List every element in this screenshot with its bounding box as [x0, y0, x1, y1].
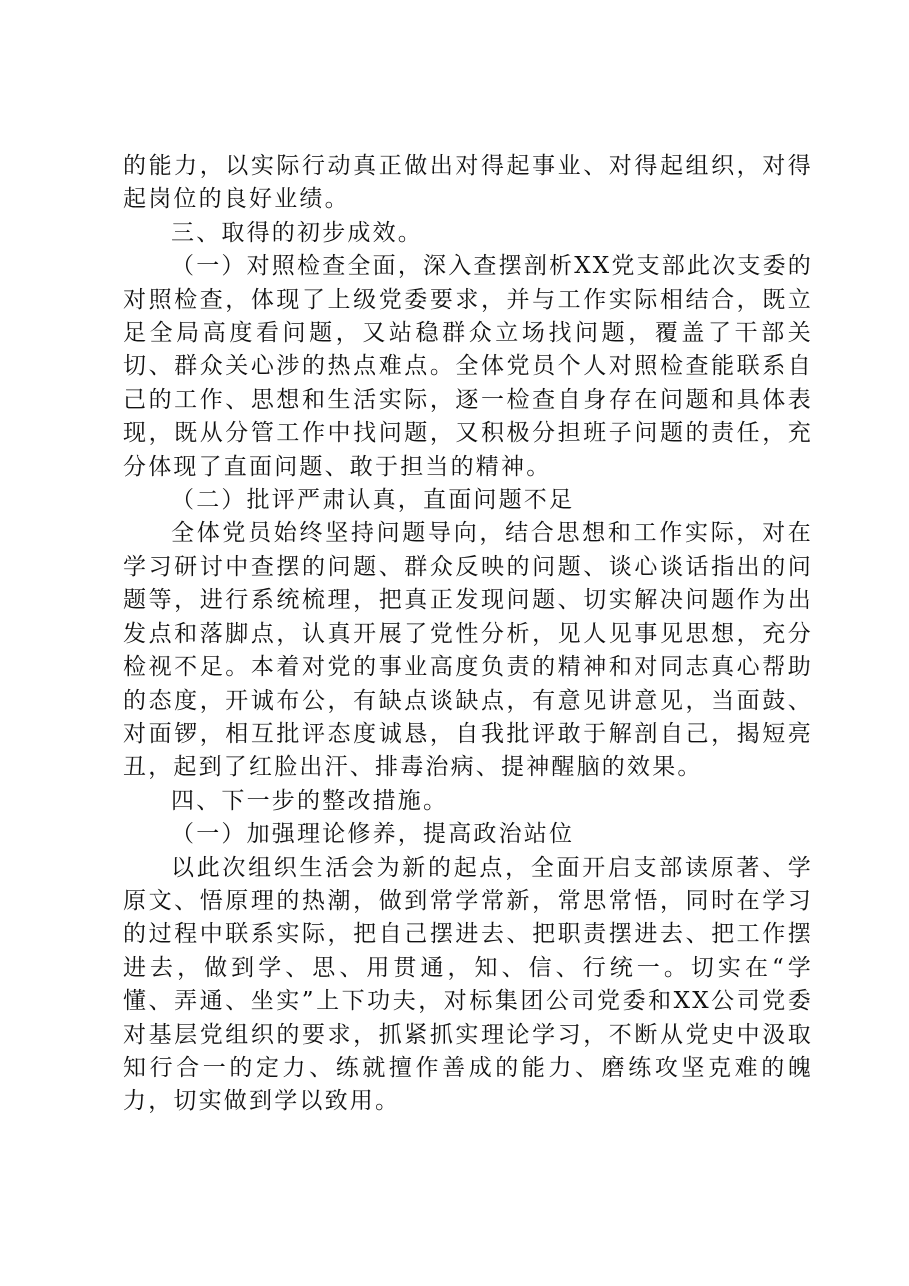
paragraph-continuation: 的能力，以实际行动真正做出对得起事业、对得起组织，对得起岗位的良好业绩。: [123, 153, 813, 213]
paragraph-measure-one-body: 以此次组织生活会为新的起点，全面开启支部读原著、学原文、悟原理的热潮，做到常学常新，常思常悟，同时在学习的过程中联系实际，把自己摆进去、把职责摆进去、把工作摆进去，做到学、思、用贯通，知、信、行统一。切实在“学懂、弄通、坐实”上下功夫，对标集团公司党委和XX公司党委对基层党组织的要求，抓紧抓实理论学习，不断从党史中汲取知行合一的定力、练就擅作善成的能力、磨练攻坚克难的魄力，切实做到学以致用。: [123, 854, 813, 1115]
section-heading-four: 四、下一步的整改措施。: [171, 787, 449, 814]
paragraph-item-one: （一）对照检查全面，深入查摆剖析XX党支部此次支委的对照检查，体现了上级党委要求，并与工作实际相结合，既立足全局高度看问题，又站稳群众立场找问题，覆盖了干部关切、群众关心涉的热点难点。全体党员个人对照检查能联系自己的工作、思想和生活实际，逐一检查自身存在问题和具体表现，既从分管工作中找问题，又积极分担班子问题的责任，充分体现了直面问题、敢于担当的精神。: [123, 253, 813, 480]
paragraph-item-two-body: 全体党员始终坚持问题导向，结合思想和工作实际，对在学习研讨中查摆的问题、群众反映的问题、谈心谈话指出的问题等，进行系统梳理，把真正发现问题、切实解决问题作为出发点和落脚点，认真开展了党性分析，见人见事见思想，充分检视不足。本着对党的事业高度负责的精神和对同志真心帮助的态度，开诚布公，有缺点谈缺点，有意见讲意见，当面鼓、对面锣，相互批评态度诚恳，自我批评敢于解剖自己，揭短亮丑，起到了红脸出汗、排毒治病、提神醒脑的效果。: [123, 520, 813, 781]
section-heading-three: 三、取得的初步成效。: [171, 219, 423, 246]
document-body: [123, 150, 813, 1119]
subheading-measure-one: （一）加强理论修养，提高政治站位: [171, 821, 575, 848]
subheading-item-two: （二）批评严肃认真，直面问题不足: [171, 487, 575, 514]
